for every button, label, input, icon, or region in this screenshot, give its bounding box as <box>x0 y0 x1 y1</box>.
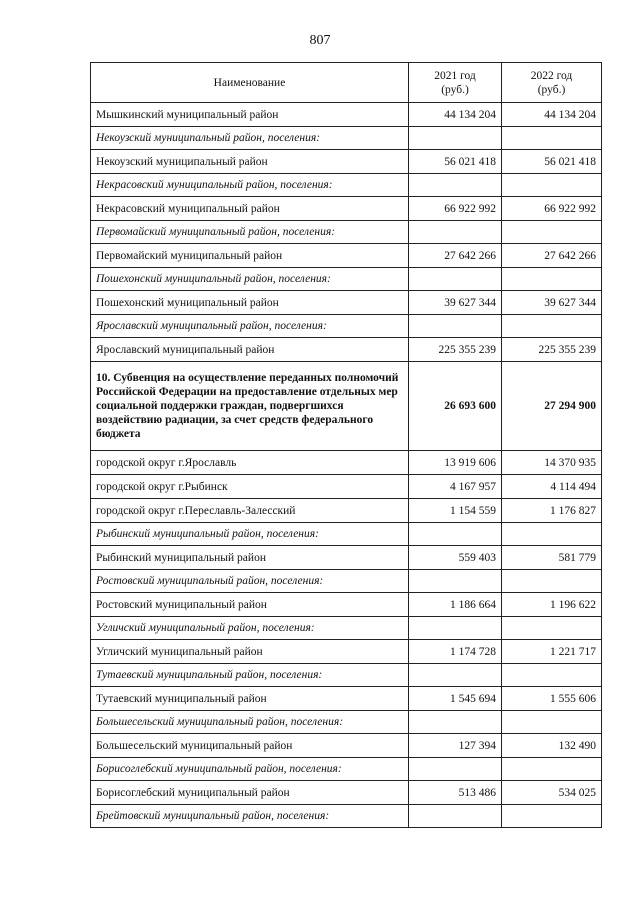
subheading-row <box>91 758 602 781</box>
table-row <box>91 546 602 570</box>
subheading-row <box>91 711 602 734</box>
header-2022 <box>502 63 602 103</box>
table-row <box>91 244 602 268</box>
value-2022 <box>502 268 602 291</box>
value-2022: 132 490 <box>502 734 602 758</box>
value-2021: 1 545 694 <box>409 687 502 711</box>
table-row <box>91 451 602 475</box>
row-name: Ростовский муниципальный район, поселения: <box>91 570 409 593</box>
table-row <box>91 103 602 127</box>
table-row <box>91 593 602 617</box>
subheading-row <box>91 221 602 244</box>
value-2022 <box>502 758 602 781</box>
value-2022: 225 355 239 <box>502 338 602 362</box>
value-2022: 44 134 204 <box>502 103 602 127</box>
row-name: Рыбинский муниципальный район, поселения: <box>91 523 409 546</box>
row-name: Некоузский муниципальный район, поселения: <box>91 127 409 150</box>
value-2022 <box>502 805 602 828</box>
value-2022 <box>502 221 602 244</box>
value-2021: 66 922 992 <box>409 197 502 221</box>
row-name: Борисоглебский муниципальный район, поселения: <box>91 758 409 781</box>
table-row <box>91 734 602 758</box>
value-2022 <box>502 315 602 338</box>
header-2022-year: 2022 год <box>530 69 573 82</box>
table-body <box>91 103 602 828</box>
value-2022 <box>502 174 602 197</box>
value-2021: 1 154 559 <box>409 499 502 523</box>
header-name <box>91 63 409 103</box>
value-2021 <box>409 711 502 734</box>
value-2022 <box>502 711 602 734</box>
header-2021 <box>409 63 502 103</box>
table-row <box>91 338 602 362</box>
value-2021: 1 186 664 <box>409 593 502 617</box>
row-name: Угличский муниципальный район, поселения: <box>91 617 409 640</box>
value-2021: 26 693 600 <box>409 362 502 451</box>
value-2021 <box>409 315 502 338</box>
value-2022: 14 370 935 <box>502 451 602 475</box>
row-name: городской округ г.Переславль-Залесский <box>91 499 409 523</box>
subheading-row <box>91 523 602 546</box>
subheading-row <box>91 127 602 150</box>
value-2022 <box>502 617 602 640</box>
table-row <box>91 150 602 174</box>
table-row <box>91 687 602 711</box>
row-name: городской округ г.Ярославль <box>91 451 409 475</box>
row-name: Некрасовский муниципальный район, поселения: <box>91 174 409 197</box>
value-2021: 225 355 239 <box>409 338 502 362</box>
value-2022 <box>502 523 602 546</box>
subheading-row <box>91 805 602 828</box>
value-2022: 27 642 266 <box>502 244 602 268</box>
row-name: Некоузский муниципальный район <box>91 150 409 174</box>
value-2021: 4 167 957 <box>409 475 502 499</box>
subheading-row <box>91 174 602 197</box>
row-name: Пошехонский муниципальный район, поселения: <box>91 268 409 291</box>
value-2022: 581 779 <box>502 546 602 570</box>
value-2021: 559 403 <box>409 546 502 570</box>
row-name: Угличский муниципальный район <box>91 640 409 664</box>
value-2021 <box>409 617 502 640</box>
value-2021 <box>409 174 502 197</box>
value-2021: 1 174 728 <box>409 640 502 664</box>
row-name: Большесельский муниципальный район, поселения: <box>91 711 409 734</box>
page-number: 807 <box>309 33 331 48</box>
value-2021 <box>409 805 502 828</box>
value-2021 <box>409 570 502 593</box>
value-2021: 27 642 266 <box>409 244 502 268</box>
value-2021 <box>409 221 502 244</box>
table-row <box>91 781 602 805</box>
row-name: Тутаевский муниципальный район, поселения: <box>91 664 409 687</box>
row-name: Первомайский муниципальный район <box>91 244 409 268</box>
value-2022: 4 114 494 <box>502 475 602 499</box>
table-row <box>91 197 602 221</box>
value-2022: 66 922 992 <box>502 197 602 221</box>
value-2022: 56 021 418 <box>502 150 602 174</box>
row-name: Борисоглебский муниципальный район <box>91 781 409 805</box>
table-header <box>91 63 602 103</box>
value-2021: 513 486 <box>409 781 502 805</box>
value-2022: 39 627 344 <box>502 291 602 315</box>
row-name: Некрасовский муниципальный район <box>91 197 409 221</box>
value-2021 <box>409 664 502 687</box>
value-2022: 1 176 827 <box>502 499 602 523</box>
value-2021: 44 134 204 <box>409 103 502 127</box>
row-name: Первомайский муниципальный район, поселения: <box>91 221 409 244</box>
row-name: Тутаевский муниципальный район <box>91 687 409 711</box>
value-2021 <box>409 268 502 291</box>
row-name: Ростовский муниципальный район <box>91 593 409 617</box>
value-2022: 27 294 900 <box>502 362 602 451</box>
value-2021 <box>409 127 502 150</box>
header-2022-unit: (руб.) <box>537 83 566 96</box>
row-name: Большесельский муниципальный район <box>91 734 409 758</box>
row-name: 10. Субвенция на осуществление переданных полномочий Российской Федерации на предоставление отдельных мер социальной поддержки граждан, подвергшихся воздействию радиации, за счет средств федерального бюджета <box>91 362 409 451</box>
value-2022: 534 025 <box>502 781 602 805</box>
value-2022 <box>502 570 602 593</box>
section-row <box>91 362 602 451</box>
row-name: Ярославский муниципальный район, поселения: <box>91 315 409 338</box>
value-2021: 127 394 <box>409 734 502 758</box>
subheading-row <box>91 617 602 640</box>
header-name-label: Наименование <box>213 76 286 89</box>
row-name: городской округ г.Рыбинск <box>91 475 409 499</box>
row-name: Рыбинский муниципальный район <box>91 546 409 570</box>
table-row <box>91 475 602 499</box>
value-2021: 13 919 606 <box>409 451 502 475</box>
subheading-row <box>91 315 602 338</box>
subheading-row <box>91 268 602 291</box>
value-2021: 56 021 418 <box>409 150 502 174</box>
value-2022: 1 196 622 <box>502 593 602 617</box>
value-2022: 1 221 717 <box>502 640 602 664</box>
header-2021-unit: (руб.) <box>441 83 469 96</box>
value-2021: 39 627 344 <box>409 291 502 315</box>
subheading-row <box>91 570 602 593</box>
row-name: Мышкинский муниципальный район <box>91 103 409 127</box>
value-2021 <box>409 758 502 781</box>
table-row <box>91 291 602 315</box>
table-row <box>91 499 602 523</box>
value-2022: 1 555 606 <box>502 687 602 711</box>
subheading-row <box>91 664 602 687</box>
row-name: Ярославский муниципальный район <box>91 338 409 362</box>
header-2021-year: 2021 год <box>434 69 476 82</box>
row-name: Пошехонский муниципальный район <box>91 291 409 315</box>
budget-table <box>90 62 602 828</box>
row-name: Брейтовский муниципальный район, поселения: <box>91 805 409 828</box>
value-2022 <box>502 664 602 687</box>
value-2021 <box>409 523 502 546</box>
table-row <box>91 640 602 664</box>
value-2022 <box>502 127 602 150</box>
